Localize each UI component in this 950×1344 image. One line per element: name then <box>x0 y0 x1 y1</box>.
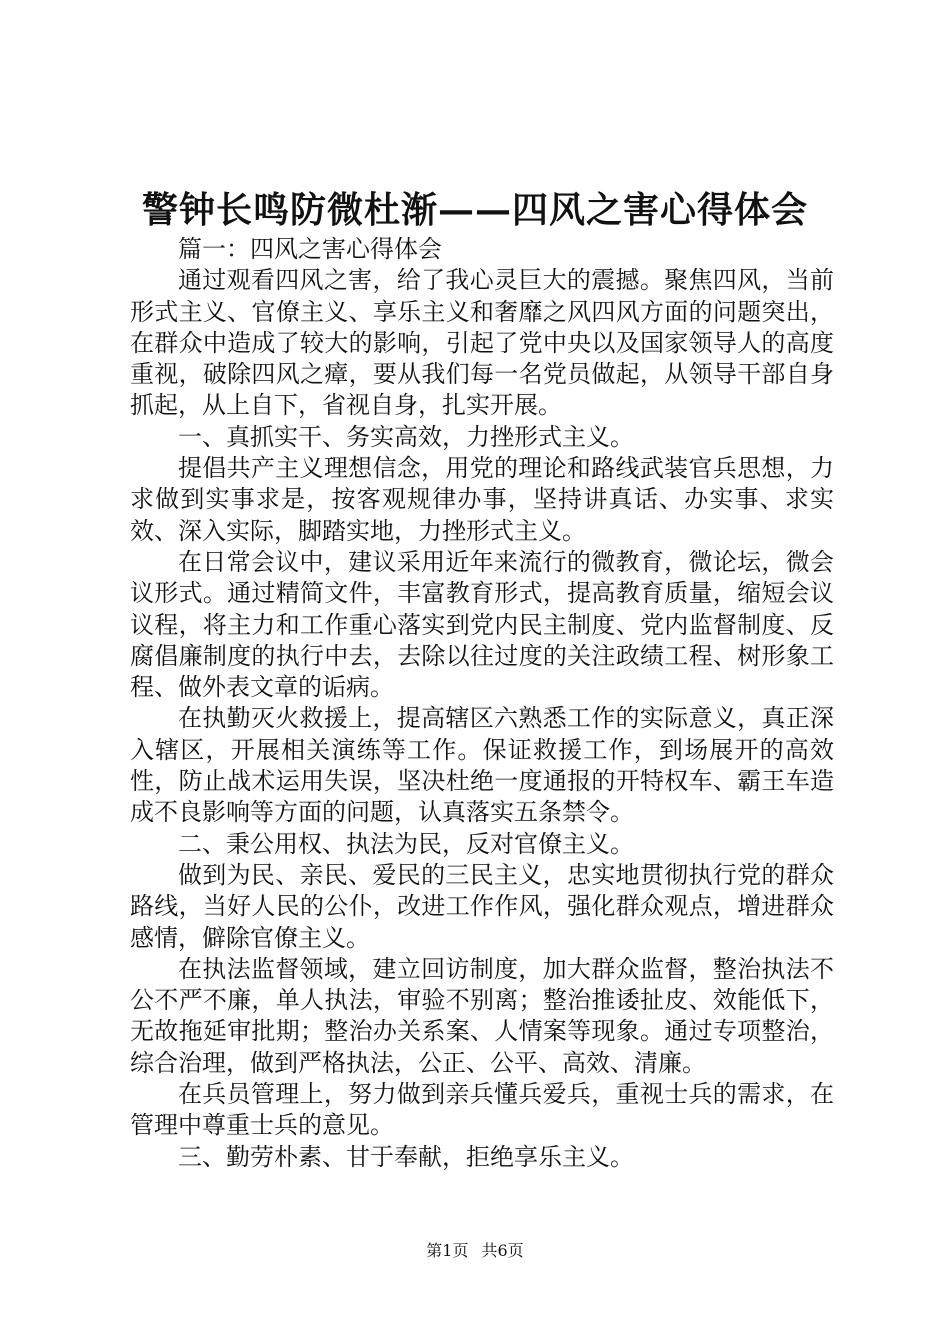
paragraph: 做到为民、亲民、爱民的三民主义，忠实地贯彻执行党的群众路线，当好人民的公仆，改进工作作风，强化群众观点，增进群众感情，僻除官僚主义。 <box>130 860 834 952</box>
document-title: 警钟长鸣防微杜渐——四风之害心得体会 <box>141 189 808 231</box>
paragraph: 提倡共产主义理想信念，用党的理论和路线武装官兵思想，力求做到实事求是，按客观规律办事，坚持讲真话、办实事、求实效、深入实际，脚踏实地，力挫形式主义。 <box>130 454 834 545</box>
paragraph: 在执勤灭火救援上，提高辖区六熟悉工作的实际意义，真正深入辖区，开展相关演练等工作。保证救援工作，到场展开的高效性，防止战术运用失误，坚决杜绝一度通报的开特权车、霸王车造成不良影响等方面的问题，认真落实五条禁令。 <box>130 704 834 827</box>
section-heading: 三、勤劳朴素、甘于奉献，拒绝享乐主义。 <box>178 1142 634 1171</box>
section-heading: 篇一：四风之害心得体会 <box>178 235 442 263</box>
section-heading: 一、真抓实干、务实高效，力挫形式主义。 <box>178 422 634 451</box>
paragraph: 在兵员管理上，努力做到亲兵懂兵爱兵，重视士兵的需求，在管理中尊重士兵的意见。 <box>130 1080 834 1140</box>
page-total: 共6页 <box>481 1241 524 1260</box>
paragraph: 在日常会议中，建议采用近年来流行的微教育，微论坛，微会议形式。通过精简文件，丰富教育形式，提高教育质量，缩短会议议程，将主力和工作重心落实到党内民主制度、党内监督制度、反腐倡廉制度的执行中去，去除以往过度的关注政绩工程、树形象工程、做外表文章的诟病。 <box>130 547 834 702</box>
document-body <box>130 234 834 1173</box>
section-heading: 二、秉公用权、执法为民，反对官僚主义。 <box>178 829 634 858</box>
paragraph: 通过观看四风之害，给了我心灵巨大的震撼。聚焦四风，当前形式主义、官僚主义、享乐主义和奢靡之风四风方面的问题突出，在群众中造成了较大的影响，引起了党中央以及国家领导人的高度重视，破除四风之瘴，要从我们每一名党员做起，从领导干部自身抓起，从上自下，省视自身，扎实开展。 <box>130 266 834 420</box>
paragraph: 在执法监督领域，建立回访制度，加大群众监督，整治执法不公不严不廉，单人执法，审验不别离；整治推诿扯皮、效能低下，无故拖延审批期；整治办关系案、人情案等现象。通过专项整治，综合治理，做到严格执法，公正、公平、高效、清廉。 <box>130 954 834 1077</box>
page-number: 第1页 <box>426 1241 469 1260</box>
page-footer <box>0 1240 950 1262</box>
